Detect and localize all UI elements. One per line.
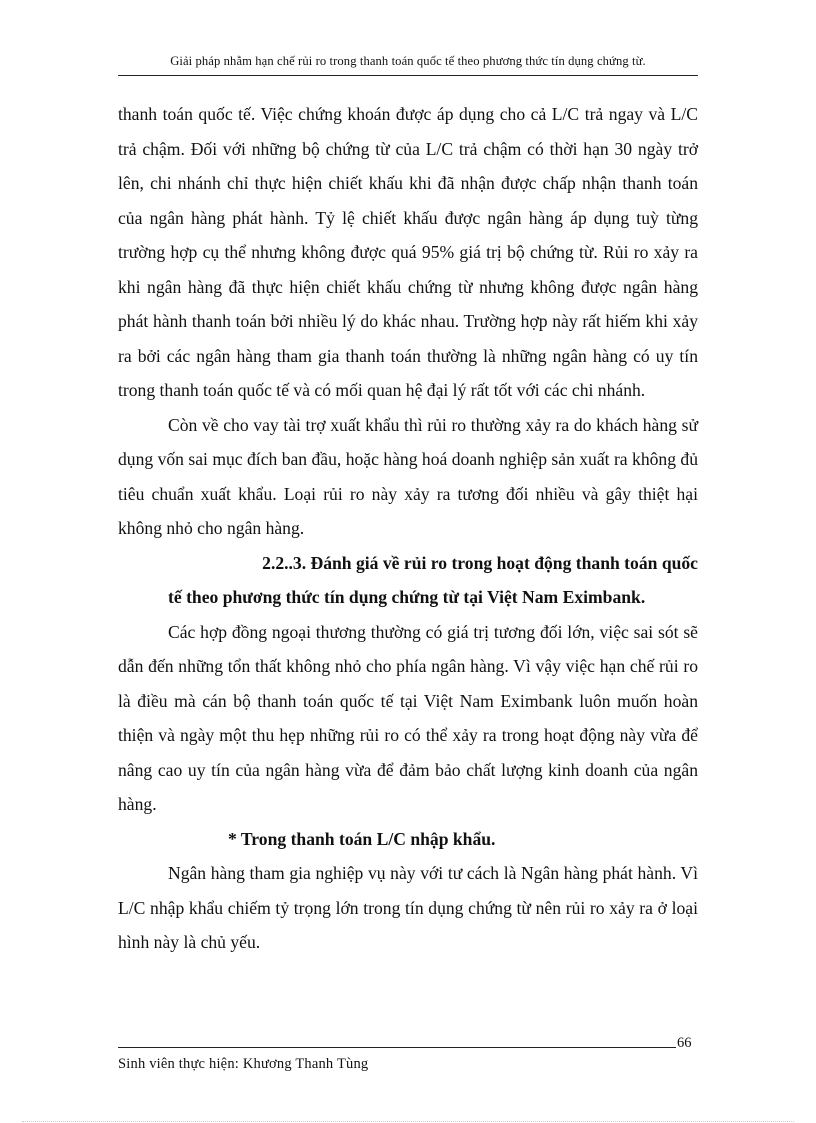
page-edge-divider [22,1121,794,1122]
header-divider [118,75,698,76]
section-heading-line-1: 2.2..3. Đánh giá về rủi ro trong hoạt động thanh toán quốc [262,552,698,573]
paragraph: Ngân hàng tham gia nghiệp vụ này với tư cách là Ngân hàng phát hành. Vì L/C nhập khẩu chiếm tỷ trọng lớn trong tín dụng chứng từ nên rủi ro xảy ra ở loại hình này là chủ yếu. [118,863,698,952]
footer-author: Sinh viên thực hiện: Khương Thanh Tùng [118,1056,369,1072]
subheading: * Trong thanh toán L/C nhập khẩu. [228,828,496,849]
body-text [118,97,698,960]
paragraph: thanh toán quốc tế. Việc chứng khoán được áp dụng cho cả L/C trả ngay và L/C trả chậm. Đối với những bộ chứng từ của L/C trả chậm có thời hạn 30 ngày trở lên, chi nhánh chỉ thực hiện chiết khấu khi đã nhận được chấp nhận thanh toán của ngân hàng phát hành. Tỷ lệ chiết khấu được ngân hàng áp dụng tuỳ từng trường hợp cụ thể nhưng không được quá 95% giá trị bộ chứng từ. Rủi ro xảy ra khi ngân hàng đã thực hiện chiết khấu chứng từ nhưng không được ngân hàng phát hành thanh toán bởi nhiều lý do khác nhau. Trường hợp này rất hiếm khi xảy ra bởi các ngân hàng tham gia thanh toán thường là những ngân hàng có uy tín trong thanh toán quốc tế và có mối quan hệ đại lý rất tốt với các chi nhánh. [118,104,698,400]
section-heading-line-2: tế theo phương thức tín dụng chứng từ tại Việt Nam Eximbank. [168,587,646,607]
paragraph: Các hợp đồng ngoại thương thường có giá trị tương đối lớn, việc sai sót sẽ dẫn đến những tổn thất không nhỏ cho phía ngân hàng. Vì vậy việc hạn chế rủi ro là điều mà cán bộ thanh toán quốc tế tại Việt Nam Eximbank luôn muốn hoàn thiện và ngày một thu hẹp những rủi ro có thể xảy ra trong hoạt động này vừa để nâng cao uy tín của ngân hàng vừa để đảm bảo chất lượng kinh doanh của ngân hàng. [118,621,698,814]
running-header: Giải pháp nhằm hạn chế rủi ro trong thanh toán quốc tế theo phương thức tín dụng chứng từ. [170,54,646,68]
page-number: 66 [677,1035,692,1051]
paragraph: Còn về cho vay tài trợ xuất khẩu thì rủi ro thường xảy ra do khách hàng sử dụng vốn sai mục đích ban đầu, hoặc hàng hoá doanh nghiệp sản xuất ra không đủ tiêu chuẩn xuất khẩu. Loại rủi ro này xảy ra tương đối nhiều và gây thiệt hại không nhỏ cho ngân hàng. [118,414,698,538]
footer-divider [118,1047,676,1048]
